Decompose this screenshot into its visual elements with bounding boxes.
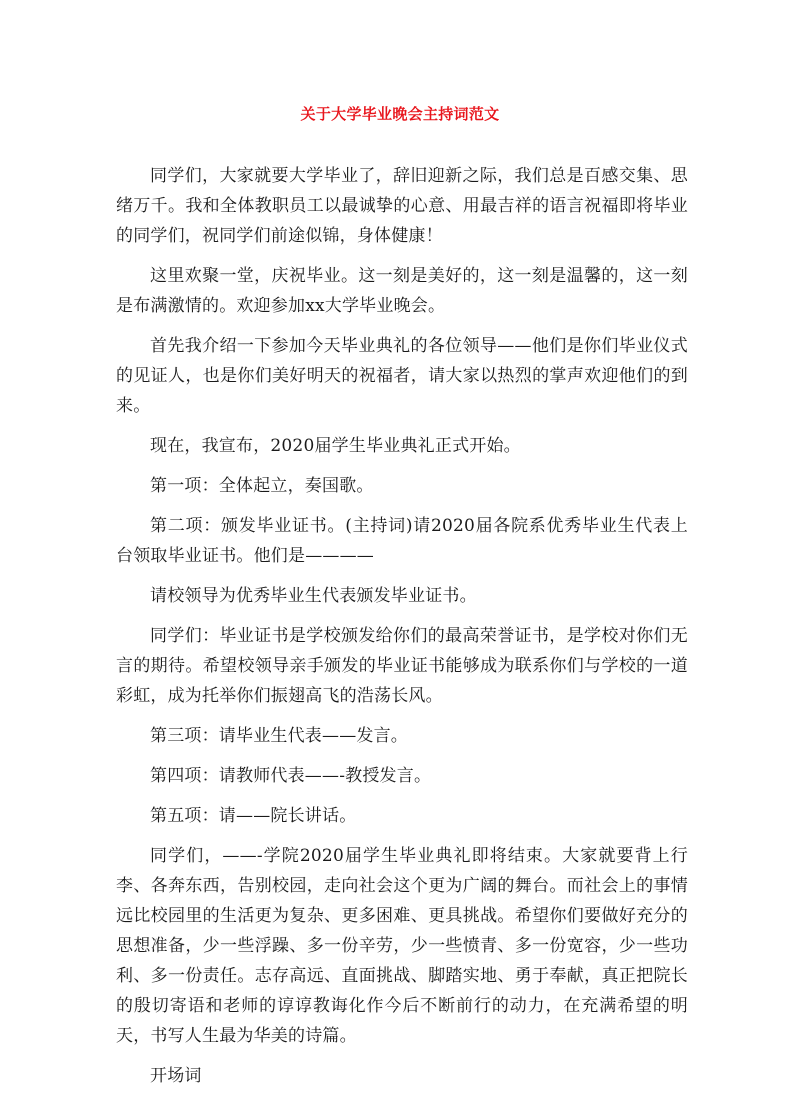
paragraph-6: 第二项：颁发毕业证书。(主持词)请2020届各院系优秀毕业生代表上台领取毕业证书。他们是———— [116,516,688,566]
paragraph-11: 第五项：请——院长讲话。 [150,806,357,826]
paragraph-1: 同学们，大家就要大学毕业了，辞旧迎新之际，我们总是百感交集、思绪万千。我和全体教职员工以最诚挚的心意、用最吉祥的语言祝福即将毕业的同学们，祝同学们前途似锦，身体健康！ [116,166,688,246]
paragraph-12: 同学们，——-学院2020届学生毕业典礼即将结束。大家就要背上行李、各奔东西，告别校园，走向社会这个更为广阔的舞台。而社会上的事情远比校园里的生活更为复杂、更多困难、更具挑战。希望你们要做好充分的思想准备，少一些浮躁、多一份辛劳，少一些愤青、多一份宽容，少一些功利、多一份责任。志存高远、直面挑战、脚踏实地、勇于奉献，真正把院长的殷切寄语和老师的谆谆教诲化作今后不断前行的动力，在充满希望的明天，书写人生最为华美的诗篇。 [116,846,688,1046]
document-title: 关于大学毕业晚会主持词范文 [300,105,500,123]
paragraph-7: 请校领导为优秀毕业生代表颁发毕业证书。 [150,586,477,606]
paragraph-8: 同学们：毕业证书是学校颁发给你们的最高荣誉证书，是学校对你们无言的期待。希望校领导亲手颁发的毕业证书能够成为联系你们与学校的一道彩虹，成为托举你们振翅高飞的浩荡长风。 [116,626,688,706]
document-body [116,161,688,1101]
paragraph-2: 这里欢聚一堂，庆祝毕业。这一刻是美好的，这一刻是温馨的，这一刻是布满激情的。欢迎参加xx大学毕业晚会。 [116,266,688,316]
paragraph-10: 第四项：请教师代表——-教授发言。 [150,766,432,786]
paragraph-5: 第一项：全体起立，奏国歌。 [150,476,374,496]
paragraph-13: 开场词 [150,1066,202,1086]
paragraph-4: 现在，我宣布，2020届学生毕业典礼正式开始。 [150,436,521,456]
paragraph-9: 第三项：请毕业生代表——发言。 [150,726,408,746]
paragraph-3: 首先我介绍一下参加今天毕业典礼的各位领导——他们是你们毕业仪式的见证人，也是你们美好明天的祝福者，请大家以热烈的掌声欢迎他们的到来。 [116,336,688,416]
